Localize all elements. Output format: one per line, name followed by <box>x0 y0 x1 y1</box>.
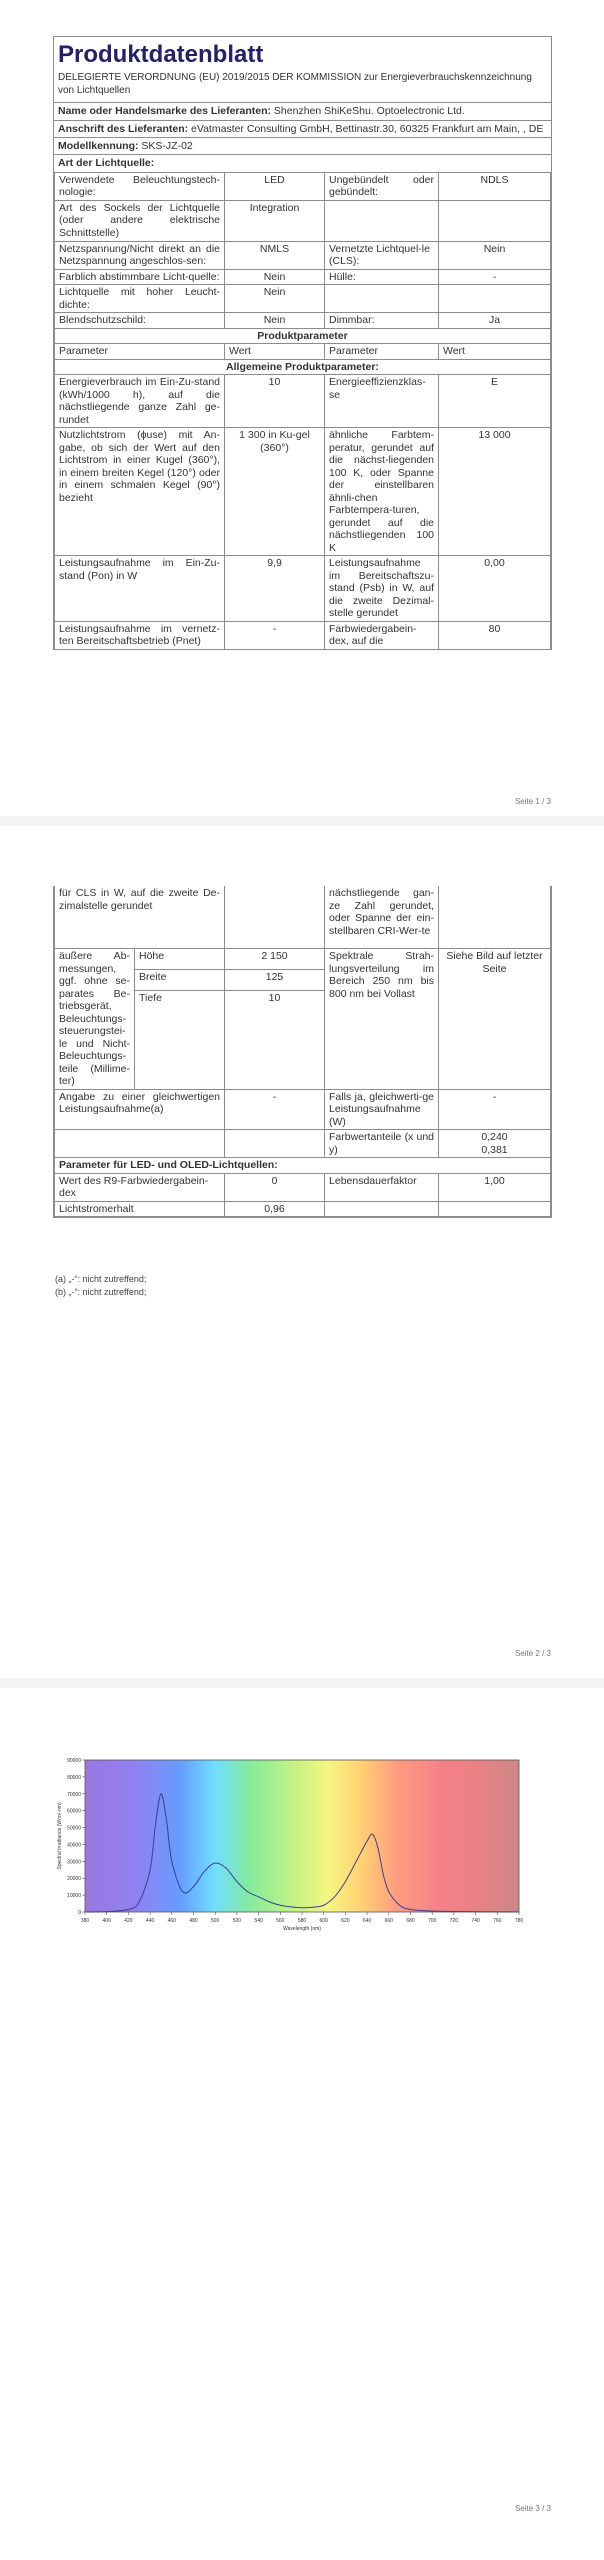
spectral-chart <box>55 1754 533 1944</box>
spectrum-point <box>182 1891 183 1892</box>
luminance-label: Lichtquelle mit hoher Leucht-dichte: <box>55 285 225 313</box>
survival-label: Lebensdauerfaktor <box>325 1173 439 1201</box>
chroma-label: Farbwertanteile (x und y) <box>325 1130 439 1158</box>
spectrum-point <box>106 1911 107 1912</box>
x-tick-label: 560 <box>276 1918 285 1924</box>
params-table-cont <box>54 886 551 1217</box>
r9-label: Wert des R9-Farbwiedergabein-dex <box>55 1173 225 1201</box>
width-value: 125 <box>225 969 325 990</box>
pnet-label: Leistungsaufnahme im vernetz-ten Bereitschaftsbetrieb (Pnet) <box>55 621 225 649</box>
flux-label: Nutzlichtstrom (ϕuse) mit An-gabe, ob sich der Wert auf den Lichtstrom in einer Kugel (360°), in einem breiten Kegel (120°) oder in einem schmalen Kegel (90°) bezieht <box>55 428 225 556</box>
page-1 <box>0 0 604 816</box>
luminance-value: Nein <box>225 285 325 313</box>
x-tick-label: 620 <box>341 1918 350 1924</box>
spectrum-point <box>454 1911 455 1912</box>
spectrum-point <box>215 1863 216 1864</box>
cri-label: Farbwiedergabein-dex, auf die <box>325 621 439 649</box>
spectrum-point <box>383 1874 384 1875</box>
spectrum-point <box>139 1901 140 1902</box>
psb-label: Leistungsaufnahme im Bereitschaftszu-stand (Psb) in W, auf die zweite Dezimal-stelle gerundet <box>325 556 439 622</box>
page-number: Seite 2 / 3 <box>514 1649 551 1658</box>
col-value-header: Wert <box>439 344 551 360</box>
x-tick-label: 740 <box>471 1918 480 1924</box>
depth-value: 10 <box>225 990 325 1089</box>
model-label: Modellkennung: <box>58 139 139 152</box>
colour-value: Nein <box>225 269 325 285</box>
page-3 <box>0 1688 604 2560</box>
x-tick-label: 480 <box>189 1918 198 1924</box>
footnote-a: (a) „-“: nicht zutreffend; <box>55 1274 147 1284</box>
glare-label: Blendschutzschild: <box>55 313 225 329</box>
model-row <box>54 138 551 156</box>
spectrum-point <box>161 1793 162 1794</box>
energy-label: Energieverbrauch im Ein-Zu-stand (kWh/1000 h), auf die nächstliegende ganze Zahl ge-rundet <box>55 375 225 428</box>
empty-cell <box>225 1130 325 1158</box>
x-tick-label: 660 <box>384 1918 393 1924</box>
equiv2-value: - <box>439 1089 551 1130</box>
unbundled-value: NDLS <box>439 172 551 200</box>
model-value: SKS-JZ-02 <box>141 139 193 152</box>
spectrum-point <box>166 1819 167 1820</box>
glare-value: Nein <box>225 313 325 329</box>
y-tick-label: 40000 <box>67 1842 81 1849</box>
empty-cell <box>325 285 439 313</box>
spectrum-point <box>432 1911 433 1912</box>
spectrum-point <box>399 1905 400 1906</box>
empty-cell <box>325 1201 439 1217</box>
spectrum-point <box>280 1905 281 1906</box>
x-axis-label: Wavelength (nm) <box>283 1926 321 1932</box>
page-2 <box>0 826 604 1678</box>
equiv-label: Angabe zu einer gleichwertigen Leistungsaufnahme(a) <box>55 1089 225 1130</box>
socket-value: Integration <box>225 200 325 241</box>
mains-value: NMLS <box>225 241 325 269</box>
spectrum-point <box>323 1905 324 1906</box>
cri-label-cont: nächstliegende gan-ze Zahl gerundet, oder Spanne der ein-stellbaren CRI-Wer-te <box>325 886 439 949</box>
pnet-label-cont: für CLS in W, auf die zweite De-zimalstelle gerundet <box>55 886 225 949</box>
height-label: Höhe <box>135 949 225 970</box>
x-tick-label: 500 <box>211 1918 220 1924</box>
y-tick-label: 20000 <box>67 1876 81 1883</box>
x-tick-label: 780 <box>514 1918 524 1924</box>
doc-subtitle: DELEGIERTE VERORDNUNG (EU) 2019/2015 DER KOMMISSION zur Energieverbrauchskennzeichnung von Lichtquellen <box>54 69 551 103</box>
energy-value: 10 <box>225 375 325 428</box>
x-tick-label: 720 <box>449 1918 459 1924</box>
empty-cell <box>439 886 551 949</box>
equiv-value: - <box>225 1089 325 1130</box>
x-tick-label: 640 <box>362 1918 372 1924</box>
spectrum-point <box>150 1869 151 1870</box>
supplier-value: Shenzhen ShiKeShu. Optoelectronic Ltd. <box>273 105 465 117</box>
spectrum-point <box>519 1912 520 1913</box>
spectrum-point <box>247 1891 248 1892</box>
spectrum-background <box>85 1760 519 1912</box>
chroma-x: 0,240 <box>481 1131 508 1143</box>
width-label: Breite <box>135 969 225 990</box>
y-tick-label: 30000 <box>67 1859 81 1866</box>
eclass-label: Energieeffizienzklas-se <box>325 375 439 428</box>
equiv2-label: Falls ja, gleichwerti-ge Leistungsaufnahme (W) <box>325 1089 439 1130</box>
spectrum-point <box>475 1911 476 1912</box>
spectral-value: Siehe Bild auf letzter Seite <box>439 949 551 1090</box>
spectrum-point <box>372 1834 373 1835</box>
envelope-value: - <box>439 269 551 285</box>
mains-label: Netzspannung/Nicht direkt an die Netzspannung angeschlos-sen: <box>55 241 225 269</box>
product-params-header: Produktparameter <box>55 328 551 344</box>
cct-value: 13 000 <box>439 428 551 556</box>
footnote-b: (b) „-“: nicht zutreffend; <box>55 1287 147 1297</box>
empty-cell <box>55 1130 225 1158</box>
spectrum-point <box>193 1886 194 1887</box>
height-value: 2 150 <box>225 949 325 970</box>
spectrum-point <box>226 1868 227 1869</box>
dimmable-label: Dimmbar: <box>325 313 439 329</box>
x-tick-label: 600 <box>319 1918 328 1924</box>
empty-cell <box>439 1201 551 1217</box>
x-tick-label: 400 <box>102 1918 111 1924</box>
datasheet-page2 <box>53 886 552 1218</box>
x-tick-label: 440 <box>145 1918 155 1924</box>
spectrum-point <box>171 1861 172 1862</box>
pnet-value: - <box>225 621 325 649</box>
address-value: eVatmaster Consulting GmbH, Bettinastr.30, 60325 Frankfurt am Main, , DE <box>191 122 544 135</box>
spectrum-point <box>204 1871 205 1872</box>
light-type-table <box>54 172 551 649</box>
empty-cell <box>225 886 325 949</box>
y-tick-label: 80000 <box>67 1774 81 1781</box>
survival-value: 1,00 <box>439 1173 551 1201</box>
dims-label: äußere Ab-messungen, ggf. ohne se-parates Be-triebsgerät, Beleuchtungs-steuerungstei-le und Nicht-Beleuchtungs-teile (Millime-ter) <box>55 949 135 1090</box>
y-tick-label: 90000 <box>67 1758 81 1764</box>
flux-value: 1 300 in Ku-gel (360°) <box>225 428 325 556</box>
spectrum-point <box>388 1891 389 1892</box>
maint-label: Lichtstromerhalt <box>55 1201 225 1217</box>
y-tick-label: 10000 <box>67 1893 81 1900</box>
spectral-chart-svg <box>55 1754 533 1944</box>
spectrum-point <box>367 1841 368 1842</box>
spectrum-point <box>378 1847 379 1848</box>
socket-label: Art des Sockels der Lichtquelle (oder andere elektrische Schnittstelle) <box>55 200 225 241</box>
spectral-label: Spektrale Strah-lungsverteilung im Bereich 250 nm bis 800 nm bei Vollast <box>325 949 439 1090</box>
spectrum-point <box>237 1881 238 1882</box>
datasheet-page1 <box>53 36 552 650</box>
spectrum-point <box>291 1907 292 1908</box>
address-row <box>54 121 551 138</box>
spectrum-point <box>85 1912 86 1913</box>
spectrum-point <box>356 1861 357 1862</box>
connected-label: Vernetzte Lichtquel-le (CLS): <box>325 241 439 269</box>
spectrum-point <box>269 1901 270 1902</box>
pon-label: Leistungsaufnahme im Ein-Zu-stand (Pon) in W <box>55 556 225 622</box>
spectrum-point <box>410 1909 411 1910</box>
tech-label: Verwendete Beleuchtungstech-nologie: <box>55 172 225 200</box>
doc-title: Produktdatenblatt <box>58 41 264 68</box>
pon-value: 9,9 <box>225 556 325 622</box>
x-tick-label: 520 <box>232 1918 242 1924</box>
connected-value: Nein <box>439 241 551 269</box>
r9-value: 0 <box>225 1173 325 1201</box>
eclass-value: E <box>439 375 551 428</box>
chroma-values <box>439 1130 551 1158</box>
footnotes <box>55 1273 146 1299</box>
cct-label: ähnliche Farbtem-peratur, gerundet auf die nächst-liegenden 100 K, oder Spanne der einstellbaren ähnli-chen Farbtempera-turen, gerundet auf die nächstliegenden 100 K <box>325 428 439 556</box>
spectrum-point <box>128 1909 129 1910</box>
empty-cell <box>325 200 439 241</box>
maint-value: 0,96 <box>225 1201 325 1217</box>
x-tick-label: 420 <box>124 1918 133 1924</box>
address-label: Anschrift des Lieferanten: <box>58 122 189 135</box>
spectrum-point <box>155 1824 156 1825</box>
x-tick-label: 380 <box>80 1918 90 1924</box>
y-tick-label: 0 <box>78 1910 81 1916</box>
x-tick-label: 540 <box>254 1918 263 1924</box>
dimmable-value: Ja <box>439 313 551 329</box>
general-params-header: Allgemeine Produktparameter: <box>55 359 551 375</box>
spectrum-point <box>497 1911 498 1912</box>
psb-value: 0,00 <box>439 556 551 622</box>
spectrum-point <box>302 1907 303 1908</box>
spectrum-point <box>258 1896 259 1897</box>
page-number: Seite 1 / 3 <box>514 797 551 806</box>
x-tick-label: 680 <box>406 1918 415 1924</box>
envelope-label: Hülle: <box>325 269 439 285</box>
x-tick-label: 760 <box>493 1918 502 1924</box>
light-type-header: Art der Lichtquelle: <box>58 157 155 169</box>
x-tick-label: 700 <box>428 1918 437 1924</box>
empty-cell <box>439 285 551 313</box>
supplier-label: Name oder Handelsmarke des Lieferanten: <box>58 105 271 117</box>
empty-cell <box>439 200 551 241</box>
x-tick-label: 580 <box>297 1918 307 1924</box>
page-number: Seite 3 / 3 <box>514 2504 551 2513</box>
x-tick-label: 460 <box>167 1918 176 1924</box>
y-tick-label: 60000 <box>67 1808 81 1815</box>
y-axis-label: Spectral Irradiance (W/m²·nm) <box>57 1802 63 1870</box>
colour-label: Farblich abstimmbare Licht-quelle: <box>55 269 225 285</box>
tech-value: LED <box>225 172 325 200</box>
y-tick-label: 50000 <box>67 1825 81 1832</box>
led-params-header: Parameter für LED- und OLED-Lichtquellen: <box>55 1158 551 1174</box>
y-tick-label: 70000 <box>67 1791 81 1798</box>
chroma-y: 0,381 <box>481 1143 508 1156</box>
unbundled-label: Ungebündelt oder gebündelt: <box>325 172 439 200</box>
col-param-header: Parameter <box>55 344 225 360</box>
col-param-header: Parameter <box>325 344 439 360</box>
spectrum-point <box>345 1881 346 1882</box>
spectrum-point <box>334 1896 335 1897</box>
supplier-row <box>54 103 551 121</box>
cri-value: 80 <box>439 621 551 649</box>
col-value-header: Wert <box>225 344 325 360</box>
depth-label: Tiefe <box>135 990 225 1089</box>
spectrum-point <box>312 1907 313 1908</box>
